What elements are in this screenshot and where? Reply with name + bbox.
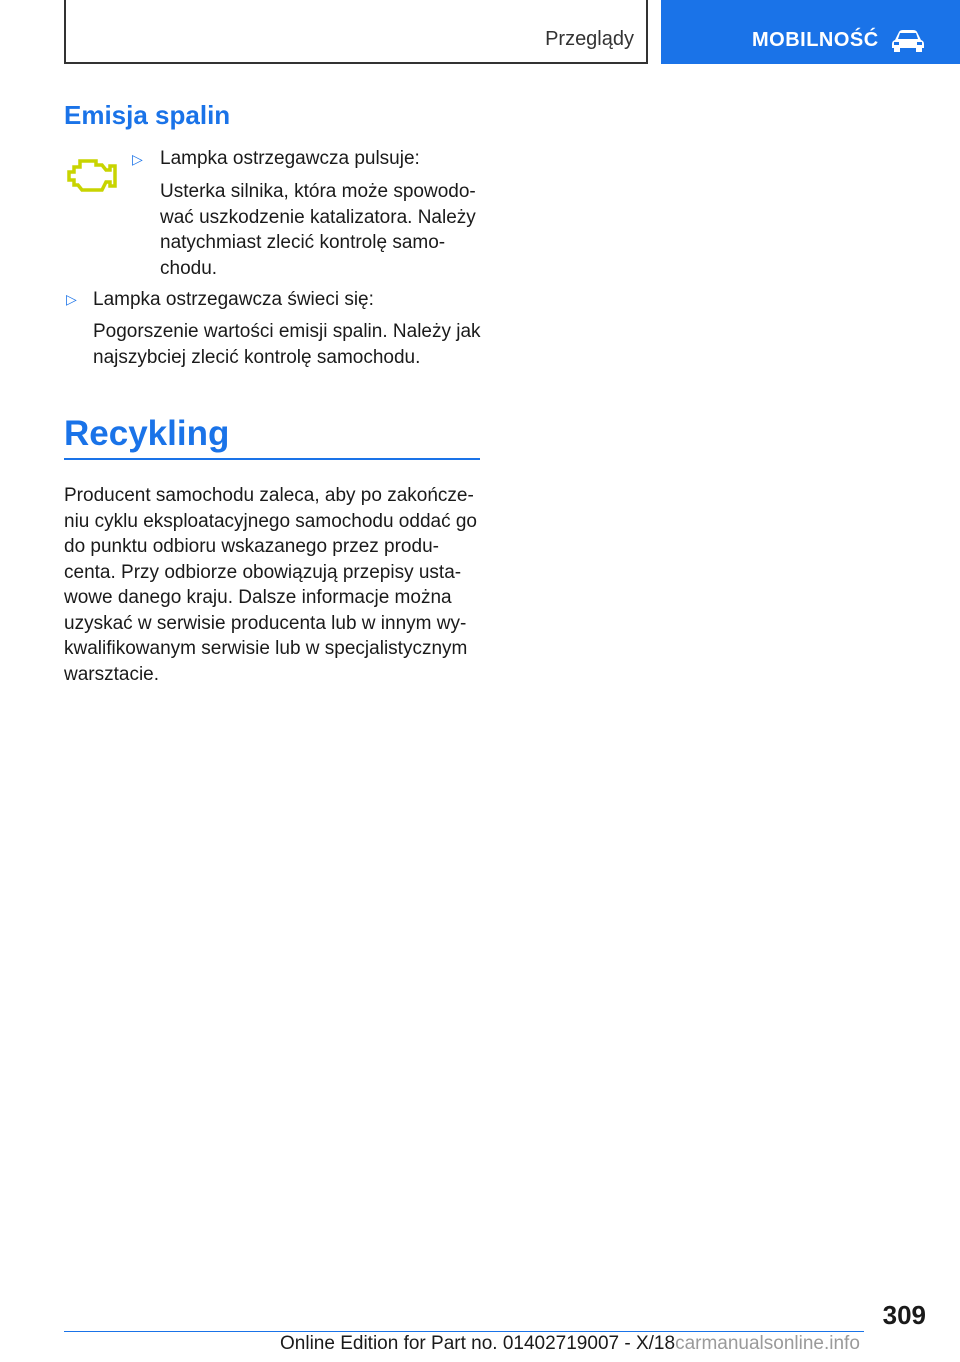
emissions-item1-line: natychmiast zlecić kontrolę samo- [160, 232, 446, 253]
emissions-item1-line: chodu. [160, 257, 218, 279]
emissions-item1-label: Lampka ostrzegawcza pulsuje: [160, 148, 420, 169]
bullet-triangle-icon: ▷ [66, 291, 77, 307]
recycling-line: wowe danego kraju. Dalsze informacje można [64, 587, 452, 608]
recycling-line: kwalifikowanym serwisie lub w specjalistycznym [64, 638, 468, 659]
footer-divider [64, 1331, 864, 1332]
section-title-recycling: Recykling [64, 414, 230, 453]
recycling-line: niu cyklu eksploatacyjnego samochodu oddać go [64, 510, 477, 532]
section-divider [64, 458, 480, 460]
header-section-box [64, 0, 648, 64]
emissions-item2-label: Lampka ostrzegawcza świeci się: [93, 289, 374, 310]
car-icon [891, 28, 925, 52]
recycling-line: centa. Przy odbiorze obowiązują przepisy usta- [64, 561, 462, 583]
recycling-line: Producent samochodu zaleca, aby po zakończe- [64, 485, 474, 506]
emissions-item1-line: wać uszkodzenie katalizatora. Należy [160, 206, 476, 228]
bullet-triangle-icon: ▷ [132, 151, 143, 167]
page-number: 309 [882, 1300, 926, 1330]
header-chapter-title: MOBILNOŚĆ [752, 29, 879, 51]
header-chapter-tab [661, 0, 960, 64]
footer-edition [280, 1333, 860, 1355]
emissions-item2-line: najszybciej zlecić kontrolę samochodu. [93, 346, 421, 368]
header-section-title: Przeglądy [545, 28, 634, 50]
footer-watermark: carmanualsonline.info [675, 1333, 860, 1354]
emissions-item1-line: Usterka silnika, która może spowodo- [160, 181, 476, 202]
recycling-line: do punktu odbioru wskazanego przez produ- [64, 536, 439, 557]
section-title-emissions: Emisja spalin [64, 100, 231, 130]
recycling-line: warsztacie. [64, 663, 160, 685]
emissions-item2-line: Pogorszenie wartości emisji spalin. Należy jak [93, 321, 481, 342]
footer-edition-text: Online Edition for Part no. 01402719007 - X/18 [280, 1333, 676, 1354]
recycling-line: uzyskać w serwisie producenta lub w innym wy- [64, 612, 467, 634]
engine-warning-icon [66, 158, 118, 194]
